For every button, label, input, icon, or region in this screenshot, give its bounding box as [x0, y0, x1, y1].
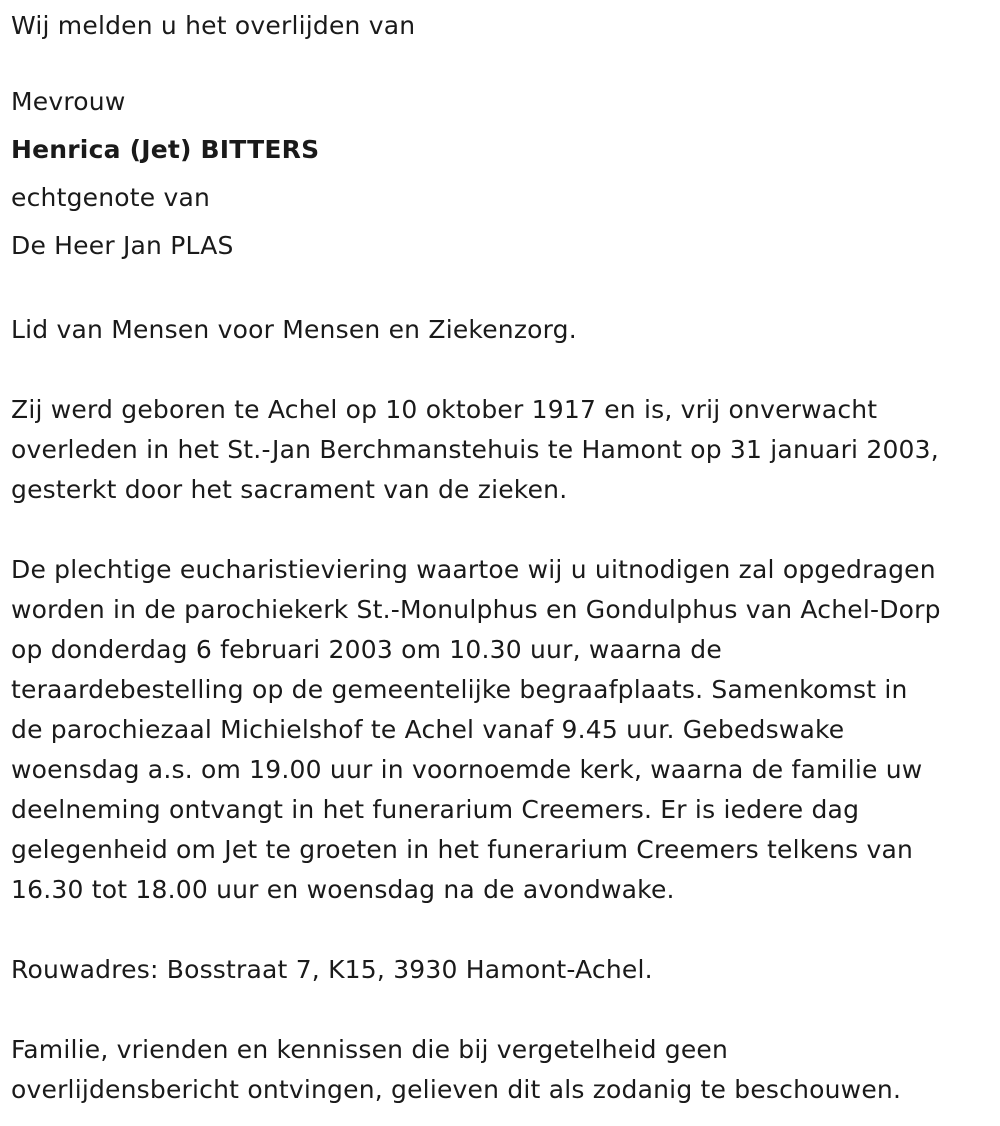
spacer [11, 990, 1000, 1030]
spacer [11, 270, 1000, 310]
birth-death-paragraph [11, 390, 1000, 510]
paragraph-line: De plechtige eucharistieviering waartoe wij u uitnodigen zal opgedragen [11, 555, 936, 584]
paragraph-line: worden in de parochiekerk St.-Monulphus en Gondulphus van Achel-Dorp [11, 595, 941, 624]
paragraph-line: deelneming ontvangt in het funerarium Creemers. Er is iedere dag [11, 795, 860, 824]
mourning-address: Rouwadres: Bosstraat 7, K15, 3930 Hamont-Achel. [11, 955, 653, 984]
salutation: Mevrouw [11, 87, 126, 116]
paragraph-line: 16.30 tot 18.00 uur en woensdag na de avondwake. [11, 875, 675, 904]
paragraph-line: gesterkt door het sacrament van de zieken. [11, 475, 568, 504]
closing-paragraph [11, 1030, 1000, 1110]
relation-line: echtgenote van [11, 183, 211, 212]
spacer [11, 350, 1000, 390]
paragraph-line: teraardebestelling op de gemeentelijke begraafplaats. Samenkomst in [11, 675, 908, 704]
spacer [11, 510, 1000, 550]
paragraph-line: Zij werd geboren te Achel op 10 oktober 1917 en is, vrij onverwacht [11, 395, 878, 424]
ceremony-paragraph [11, 550, 1000, 910]
membership-line: Lid van Mensen voor Mensen en Ziekenzorg. [11, 315, 577, 344]
spouse-name: De Heer Jan PLAS [11, 231, 234, 260]
paragraph-line: Familie, vrienden en kennissen die bij vergetelheid geen [11, 1035, 729, 1064]
intro-line: Wij melden u het overlijden van [11, 11, 416, 40]
spacer [11, 910, 1000, 950]
paragraph-line: de parochiezaal Michielshof te Achel vanaf 9.45 uur. Gebedswake [11, 715, 845, 744]
paragraph-line: overleden in het St.-Jan Berchmanstehuis te Hamont op 31 januari 2003, [11, 435, 939, 464]
spacer [11, 46, 1000, 78]
paragraph-line: woensdag a.s. om 19.00 uur in voornoemde kerk, waarna de familie uw [11, 755, 923, 784]
paragraph-line: overlijdensbericht ontvingen, gelieven dit als zodanig te beschouwen. [11, 1075, 902, 1104]
paragraph-line: gelegenheid om Jet te groeten in het funerarium Creemers telkens van [11, 835, 914, 864]
paragraph-line: op donderdag 6 februari 2003 om 10.30 uur, waarna de [11, 635, 722, 664]
deceased-name: Henrica (Jet) BITTERS [11, 135, 320, 164]
